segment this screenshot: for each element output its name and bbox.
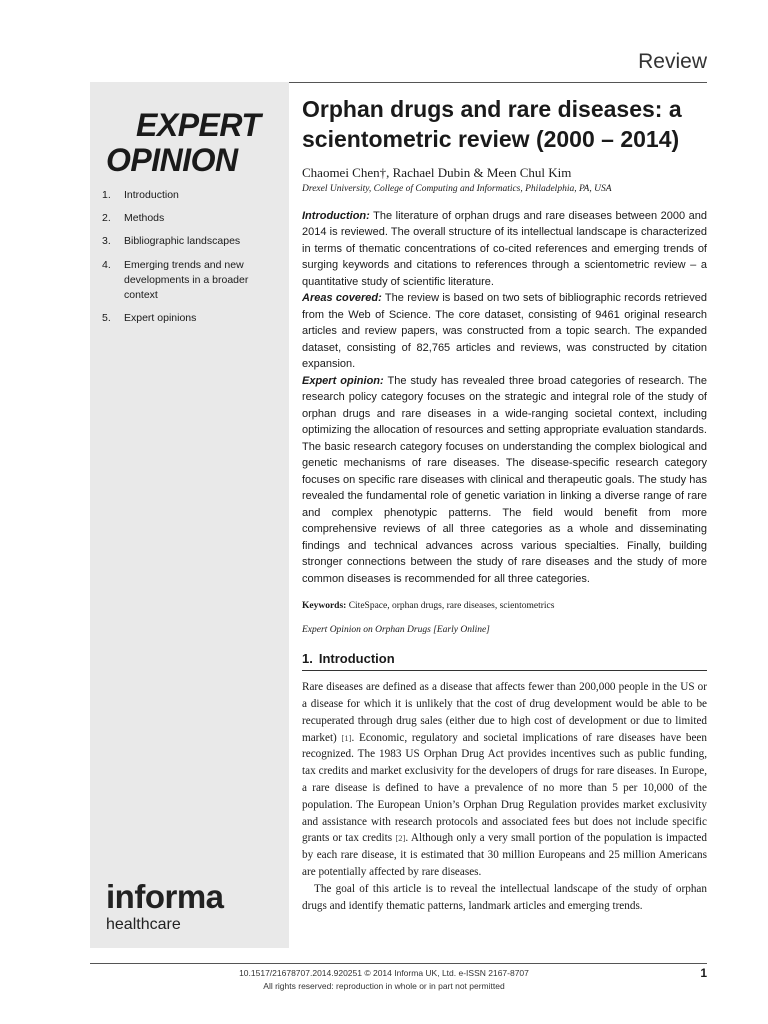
toc-item-introduction[interactable] bbox=[102, 188, 282, 203]
keywords-list: CiteSpace, orphan drugs, rare diseases, scientometrics bbox=[346, 601, 555, 612]
abstract bbox=[302, 208, 707, 588]
journal-citation: Expert Opinion on Orphan Drugs [Early Online] bbox=[302, 625, 490, 636]
abstract-text: The study has revealed three broad categories of research. The research policy category focuses on the strategic and integral role of the study of orphan drugs and rare diseases in a wide-ranging societal context, including optimizing the allocation of resources and setting appropriate evaluation standards. The basic research category focuses on understanding the complex biological and genetic mechanisms of rare diseases. The disease-specific research category focuses on specific rare diseases with clinical and therapeutic goals. The study has revealed the fundamental role of genetic variation in linking a diverse range of rare and complex phenotypic patterns. The field would benefit from more comprehensive reviews of all three categories as a whole and disseminating findings and technical advances across various specialties. Finally, building stronger connections between the study of rare diseases and the study of more common diseases is recommended for all three categories. bbox=[302, 374, 707, 585]
section-body bbox=[302, 679, 707, 914]
author-list: Chaomei Chen†, Rachael Dubin & Meen Chul Kim bbox=[302, 164, 572, 180]
paragraph: The goal of this article is to reveal the intellectual landscape of the study of orphan drugs and identify thematic patterns, landmark articles and emerging trends. bbox=[302, 882, 707, 912]
toc-item-methods[interactable] bbox=[102, 211, 282, 226]
abstract-text: The review is based on two sets of bibliographic records retrieved from the Web of Science. The core dataset, consisting of 9461 original research articles and review papers, was constructed from a topic search. The expanded dataset, consisting of 82,765 articles and reviews, was constructed by citation expansion. bbox=[302, 292, 707, 371]
toc-label: Methods bbox=[124, 212, 165, 225]
abstract-expert-opinion bbox=[302, 373, 707, 588]
section-heading-introduction bbox=[302, 651, 707, 671]
logo-line-1: EXPERT bbox=[136, 107, 261, 143]
paragraph bbox=[302, 679, 707, 881]
abstract-label: Introduction: bbox=[302, 209, 370, 222]
section-number: 1. bbox=[302, 651, 313, 667]
section-label: Review bbox=[638, 50, 707, 73]
footer-divider bbox=[90, 963, 707, 964]
publisher-name: informa bbox=[106, 878, 224, 915]
section-title: Introduction bbox=[318, 651, 395, 667]
abstract-label: Areas covered: bbox=[302, 292, 382, 305]
article-title: Orphan drugs and rare diseases: a scientometric review (2000 – 2014) bbox=[302, 96, 682, 153]
publisher-logo bbox=[106, 880, 224, 934]
logo-line-2: OPINION bbox=[106, 142, 238, 179]
toc-label: Introduction bbox=[124, 189, 179, 201]
toc-item-bibliographic-landscapes[interactable] bbox=[102, 234, 282, 249]
journal-logo bbox=[106, 108, 276, 178]
affiliation: Drexel University, College of Computing and Informatics, Philadelphia, PA, USA bbox=[302, 183, 612, 194]
toc-number: 4. bbox=[102, 258, 111, 271]
abstract-introduction bbox=[302, 208, 707, 291]
paragraph-text: . Economic, regulatory and societal implications of rare diseases have been recognized. The 1983 US Orphan Drug Act provides incentives such as public funding, tax credits and market exclusivity for the developers of drugs for rare diseases. In Europe, a rare disease is defined to have a prevalence of no more than 5 per 10,000 of the population. The European Union’s Orphan Drug Regulation provides market exclusivity and assistance with research protocols and associated fees but does not include specific grants or tax credits bbox=[302, 731, 707, 845]
toc-label: Bibliographic landscapes bbox=[124, 235, 241, 248]
publisher-subtitle: healthcare bbox=[106, 916, 181, 933]
toc-item-emerging-trends[interactable] bbox=[102, 258, 282, 304]
reference-link[interactable]: [1] bbox=[341, 732, 352, 743]
paragraph-text: . Although only a very small portion of the population is impacted by each rare disease, it is estimated that 30 million Europeans and 25 million Americans are potentially affected by rare diseases. bbox=[302, 832, 707, 878]
toc-label: Emerging trends and new developments in a broader context bbox=[124, 258, 249, 302]
footer-doi: 10.1517/21678707.2014.920251 © 2014 Informa UK, Ltd. e-ISSN 2167-8707 bbox=[239, 968, 529, 978]
keywords bbox=[302, 601, 707, 611]
toc-number: 2. bbox=[102, 212, 111, 225]
page-number: 1 bbox=[700, 966, 707, 980]
toc-number: 3. bbox=[102, 235, 111, 248]
sidebar bbox=[90, 82, 289, 948]
toc-number: 5. bbox=[102, 312, 111, 325]
abstract-areas-covered bbox=[302, 290, 707, 373]
toc-item-expert-opinions[interactable] bbox=[102, 311, 282, 326]
toc-number: 1. bbox=[102, 189, 111, 201]
abstract-label: Expert opinion: bbox=[302, 374, 384, 387]
paragraph-text: Rare diseases are defined as a disease that affects fewer than 200,000 people in the US or a disease for which it is unlikely that the cost of drug development would be able to be recuperated through drug sales (either due to high cost of development or due to limited market) bbox=[302, 681, 707, 744]
footer-rights: All rights reserved: reproduction in whole or in part not permitted bbox=[263, 981, 505, 991]
reference-link[interactable]: [2] bbox=[395, 833, 406, 844]
toc-label: Expert opinions bbox=[124, 312, 197, 325]
table-of-contents bbox=[102, 188, 282, 335]
keywords-label: Keywords: bbox=[302, 601, 347, 612]
abstract-text: The literature of orphan drugs and rare diseases between 2000 and 2014 is reviewed. The overall structure of its intellectual landscape is characterized in terms of thematic concentrations of co-cited references and emerging trends of surging keywords and citations to references through a scientometric review – a quantitative study of scientific literature. bbox=[302, 209, 707, 288]
header-divider bbox=[289, 82, 707, 83]
article-body bbox=[302, 94, 707, 914]
